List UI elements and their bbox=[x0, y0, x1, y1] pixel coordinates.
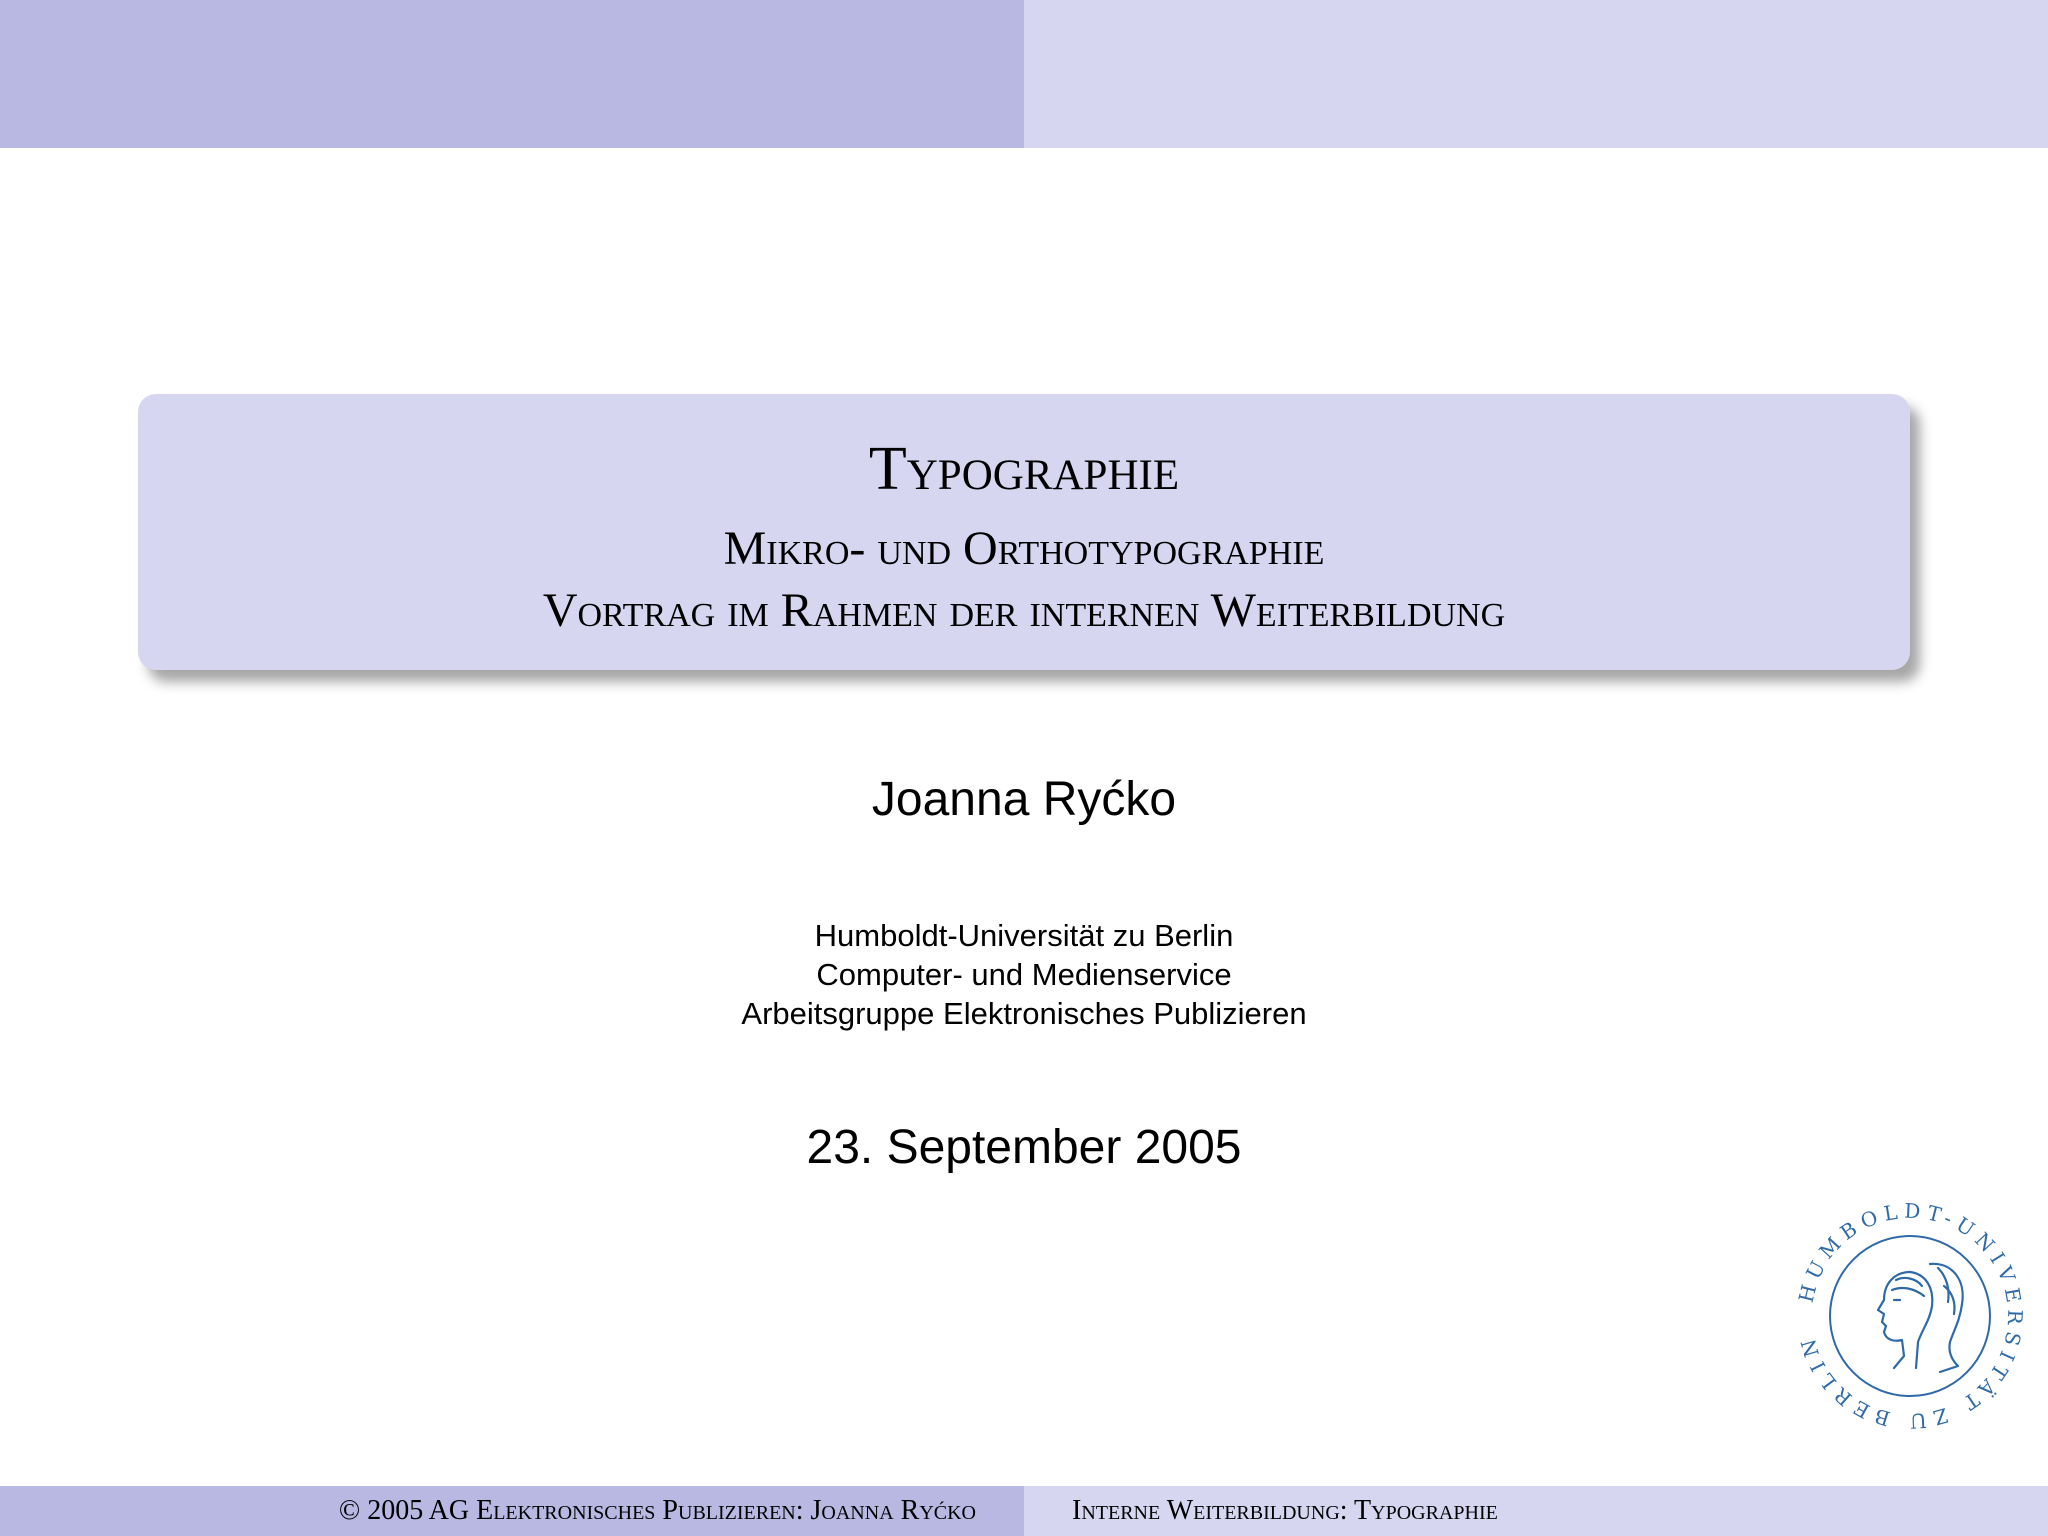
footer-bar-left bbox=[0, 1486, 1024, 1536]
header-bar-right bbox=[1024, 0, 2048, 148]
presentation-subtitle-line1: Mikro- und Orthotypographie bbox=[723, 522, 1325, 575]
footer-event-title: Interne Weiterbildung: Typographie bbox=[1072, 1495, 1498, 1526]
header-bar bbox=[0, 0, 2048, 148]
institute-block bbox=[0, 916, 2048, 1033]
author-name: Joanna Ryćko bbox=[871, 773, 1177, 826]
svg-text:HUMBOLDT-UNIVERSITÄT ZU BERLIN bbox=[1794, 1199, 2028, 1434]
footer-bar-right bbox=[1024, 1486, 2048, 1536]
footer-copyright: © 2005 AG Elektronisches Publizieren: Joanna Ryćko bbox=[338, 1495, 976, 1526]
presentation-subtitle-line2: Vortrag im Rahmen der internen Weiterbildung bbox=[542, 584, 1506, 637]
title-block bbox=[138, 394, 1910, 670]
institute-line-department: Computer- und Medienservice bbox=[816, 957, 1232, 992]
institute-line-group: Arbeitsgruppe Elektronisches Publizieren bbox=[741, 996, 1307, 1031]
presentation-title: Typographie bbox=[868, 435, 1180, 503]
presentation-date: 23. September 2005 bbox=[806, 1121, 1242, 1174]
seal-ring-text: HUMBOLDT-UNIVERSITÄT ZU BERLIN bbox=[1793, 1198, 2028, 1434]
footer-bar bbox=[0, 1486, 2048, 1536]
humboldt-seal-icon bbox=[1790, 1196, 2030, 1436]
institute-line-university: Humboldt-Universität zu Berlin bbox=[814, 918, 1234, 953]
header-bar-left bbox=[0, 0, 1024, 148]
